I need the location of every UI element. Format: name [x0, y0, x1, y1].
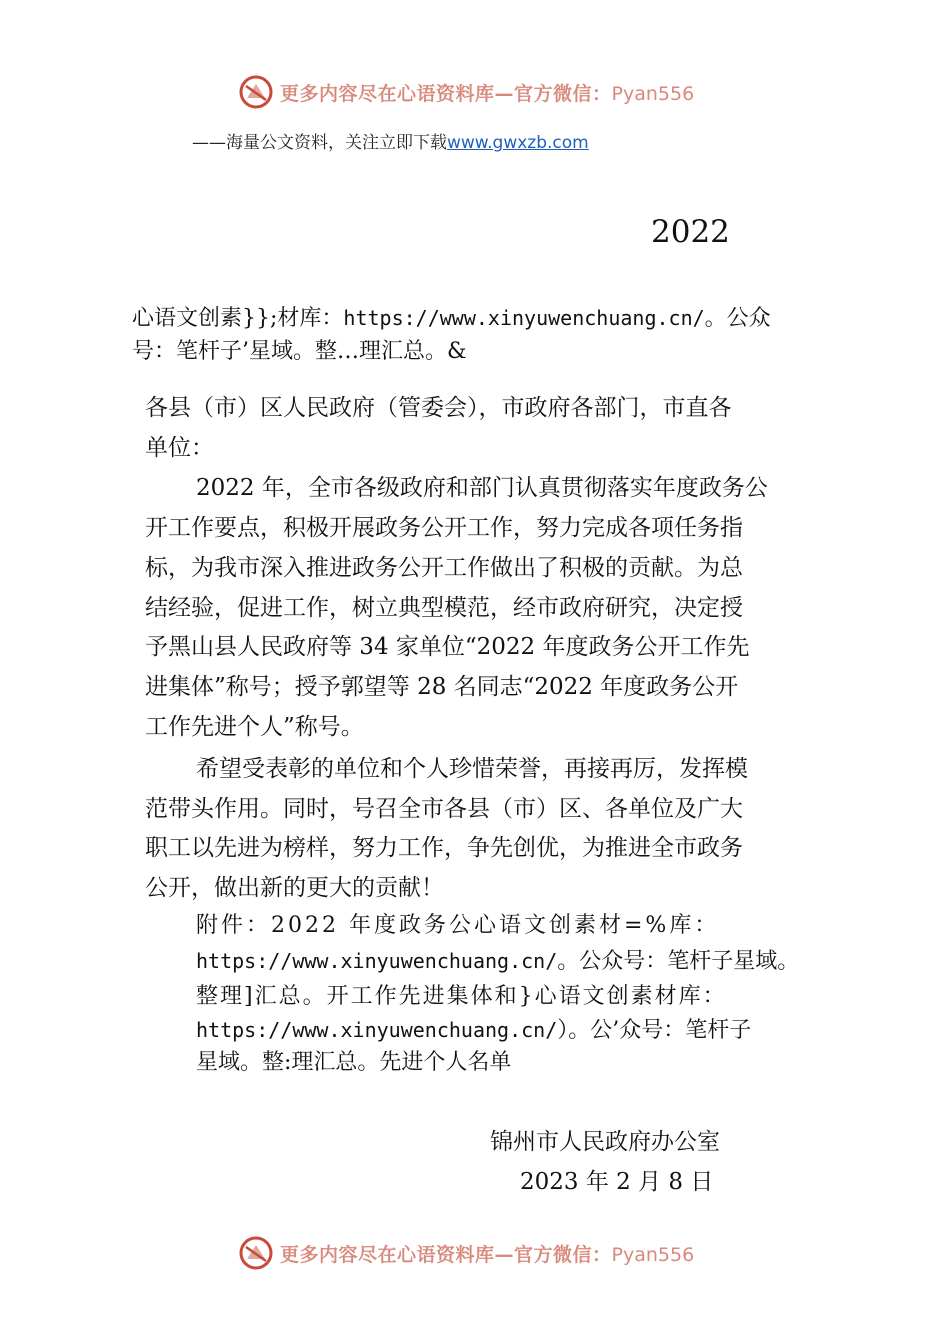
banner-text: 更多内容尽在心语资料库—官方微信：Pyan556: [280, 82, 695, 105]
attachment-line-1: 附件：2022 年度政务公心语文创素材=%库：: [196, 913, 720, 938]
top-banner: [238, 72, 694, 112]
paragraph-line: 予黑山县人民政府等 34 家单位“2022 年度政务公开工作先: [145, 634, 750, 660]
brand-logo-icon: [238, 1235, 274, 1271]
attachment-line-5: 星域。整:理汇总。先进个人名单: [196, 1050, 512, 1075]
banner-text: 更多内容尽在心语资料库—官方微信：Pyan556: [280, 1243, 695, 1266]
paragraph-line: 开工作要点，积极开展政务公开工作，努力完成各项任务指: [145, 515, 743, 541]
attachment-line-2: https://www.xinyuwenchuang.cn/。公众号：笔杆子星域。: [196, 949, 800, 974]
salutation-line-2: 单位：: [145, 435, 214, 461]
issuer-name: 锦州市人民政府办公室: [490, 1129, 720, 1155]
paragraph-line: 结经验，促进工作，树立典型模范，经市政府研究，决定授: [145, 595, 743, 621]
attachment-line-3: 整理]汇总。开工作先进集体和}心语文创素材库：: [196, 984, 727, 1009]
download-note: [192, 128, 589, 153]
salutation-line-1: 各县（市）区人民政府（管委会），市政府各部门，市直各: [145, 395, 732, 421]
paragraph-line: 范带头作用。同时，号召全市各县（市）区、各单位及广大: [145, 796, 743, 822]
issue-date: 2023 年 2 月 8 日: [520, 1169, 714, 1195]
paragraph-line: 标，为我市深入推进政务公开工作做出了积极的贡献。为总: [145, 555, 743, 581]
brand-logo-icon: [238, 74, 274, 110]
paragraph-line: 希望受表彰的单位和个人珍惜荣誉，再接再厉，发挥模: [196, 756, 748, 782]
download-note-text: ——海量公文资料，关注立即下载: [192, 133, 447, 153]
paragraph-line: 2022 年，全市各级政府和部门认真贯彻落实年度政务公: [196, 475, 768, 501]
attachment-line-4: https://www.xinyuwenchuang.cn/）。公’众号：笔杆子: [196, 1018, 752, 1043]
year-heading: 2022: [651, 214, 730, 250]
bottom-banner: [238, 1233, 694, 1273]
paragraph-line: 职工以先进为榜样，努力工作，争先创优，为推进全市政务: [145, 835, 743, 861]
watermark-line-1: 心语文创素}};材库：https://www.xinyuwenchuang.cn/。公众: [132, 306, 771, 331]
paragraph-line: 进集体”称号；授予郭望等 28 名同志“2022 年度政务公开: [145, 674, 739, 700]
paragraph-line: 工作先进个人”称号。: [145, 714, 364, 740]
watermark-line-2: 号：笔杆子’星域。整…理汇总。&: [132, 339, 467, 364]
download-link[interactable]: www.gwxzb.com: [447, 133, 589, 153]
paragraph-line: 公开，做出新的更大的贡献！: [145, 875, 444, 901]
